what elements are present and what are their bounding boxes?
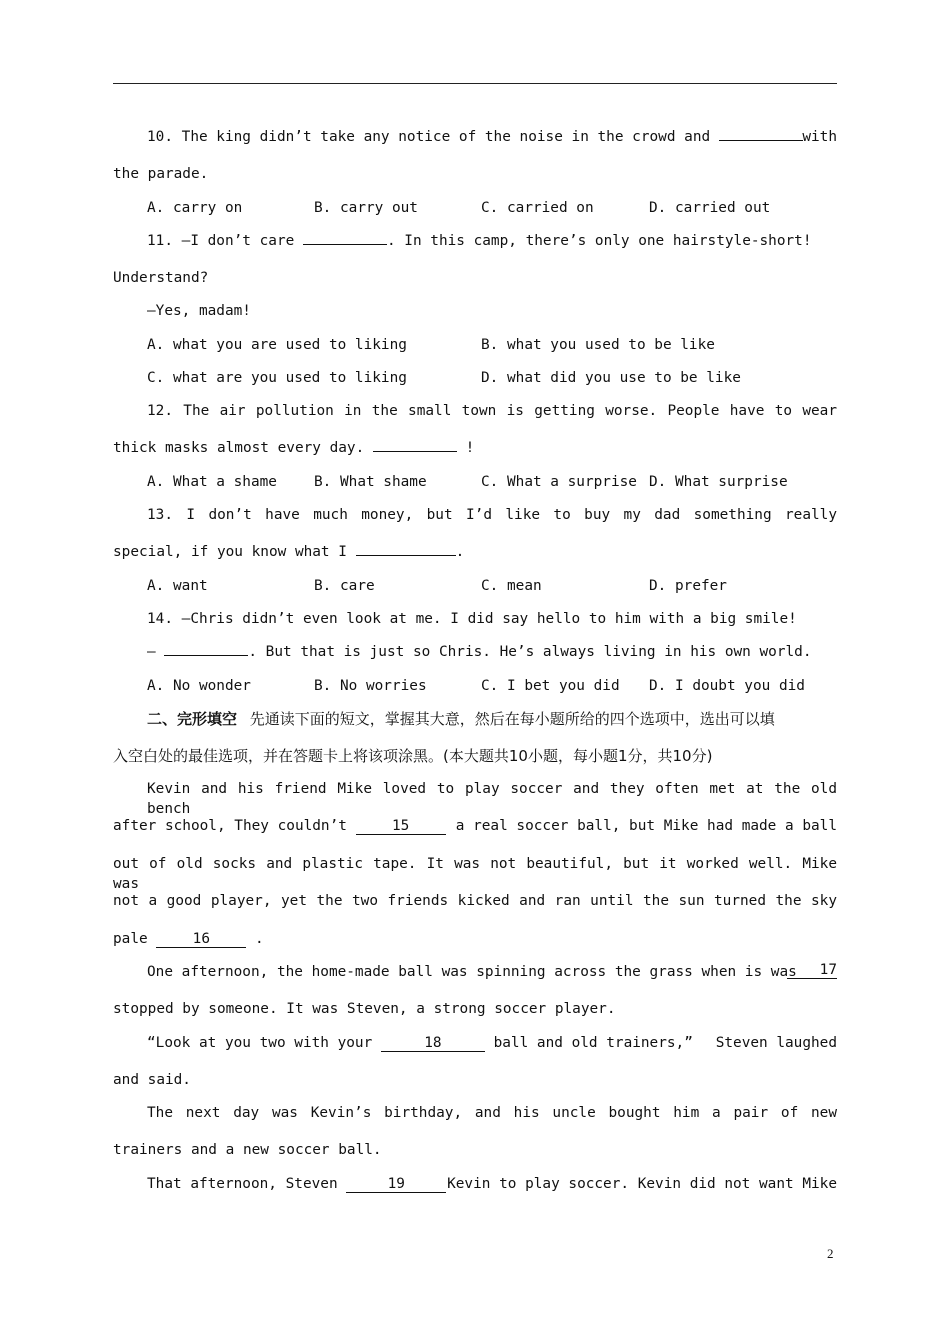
q10-option-b: B. carry out [314, 200, 418, 216]
q12-option-a: A. What a shame [147, 474, 277, 490]
q13-option-a: A. want [147, 578, 208, 594]
q13-line1: 13. I don’t have much money, but I’d like to buy my dad something really [147, 507, 837, 523]
header-rule [113, 83, 837, 84]
blank-16: 16 [156, 931, 246, 948]
q10-line1: 10. The king didn’t take any notice of the noise in the crowd and with [147, 129, 837, 145]
section2-heading: 二、完形填空 [147, 710, 238, 728]
q14-line2: — . But that is just so Chris. He’s always living in his own world. [147, 644, 812, 660]
section2-instructions-2: 入空白处的最佳选项，并在答题卡上将该项涂黑。(本大题共10小题，每小题1分，共10分) [113, 747, 713, 765]
q12-option-d: D. What surprise [649, 474, 788, 490]
q13-blank [356, 555, 456, 556]
passage-p4-line2: trainers and a new soccer ball. [113, 1142, 382, 1158]
q10-option-a: A. carry on [147, 200, 243, 216]
blank-17: 17 [787, 962, 837, 979]
q12-option-b: B. What shame [314, 474, 427, 490]
passage-p5-line1: That afternoon, Steven 19 Kevin to play soccer. Kevin did not want Mike [147, 1176, 837, 1192]
passage-p3-line1: “Look at you two with your 18 ball and old trainers,” Steven laughed [147, 1035, 837, 1051]
q11-line1: 11. —I don’t care . In this camp, there’s only one hairstyle-short! [147, 233, 812, 249]
section2-instructions-1: 先通读下面的短文，掌握其大意，然后在每小题所给的四个选项中，选出可以填 [249, 710, 775, 728]
q13-option-c: C. mean [481, 578, 542, 594]
q12-line2: thick masks almost every day. ! [113, 440, 475, 456]
q14-blank [164, 655, 248, 656]
q11-option-d: D. what did you use to be like [481, 370, 741, 386]
passage-p1-line5: pale 16 . [113, 931, 264, 947]
q10-option-c: C. carried on [481, 200, 594, 216]
q14-option-b: B. No worries [314, 678, 427, 694]
passage-p1-line2: after school, They couldn’t 15 a real soccer ball, but Mike had made a ball [113, 818, 837, 834]
q14-option-d: D. I doubt you did [649, 678, 805, 694]
q12-option-c: C. What a surprise [481, 474, 637, 490]
blank-15: 15 [356, 818, 446, 835]
q14-option-a: A. No wonder [147, 678, 251, 694]
q13-option-b: B. care [314, 578, 375, 594]
q11-line2: Understand? [113, 270, 209, 286]
passage-p3-line2: and said. [113, 1072, 191, 1088]
q10-option-d: D. carried out [649, 200, 771, 216]
q13-option-d: D. prefer [649, 578, 727, 594]
passage-p4-line1: The next day was Kevin’s birthday, and his uncle bought him a pair of new [147, 1105, 837, 1121]
q11-line3: —Yes, madam! [147, 303, 251, 319]
q11-blank [303, 244, 387, 245]
blank-18: 18 [381, 1035, 485, 1052]
blank-19: 19 [346, 1176, 446, 1193]
q13-line2: special, if you know what I . [113, 544, 465, 560]
q10-line2: the parade. [113, 166, 209, 182]
section2-heading-line [147, 709, 837, 729]
q11-option-c: C. what are you used to liking [147, 370, 407, 386]
q11-option-b: B. what you used to be like [481, 337, 715, 353]
q10-blank [719, 140, 803, 141]
q12-line1: 12. The air pollution in the small town is getting worse. People have to wear [147, 403, 837, 419]
passage-p1-line3: out of old socks and plastic tape. It was not beautiful, but it worked well. Mike was [113, 856, 837, 892]
passage-p2-line2: stopped by someone. It was Steven, a strong soccer player. [113, 1001, 616, 1017]
q12-blank [373, 451, 457, 452]
q11-option-a: A. what you are used to liking [147, 337, 407, 353]
q14-line1: 14. —Chris didn’t even look at me. I did say hello to him with a big smile! [147, 611, 797, 627]
passage-p2-line1: One afternoon, the home-made ball was spinning across the grass when is was 17 [147, 962, 837, 980]
q14-option-c: C. I bet you did [481, 678, 620, 694]
page-number: 2 [827, 1246, 834, 1261]
passage-p1-line1: Kevin and his friend Mike loved to play soccer and they often met at the old bench [147, 781, 837, 817]
passage-p1-line4: not a good player, yet the two friends kicked and ran until the sun turned the sky [113, 893, 837, 909]
